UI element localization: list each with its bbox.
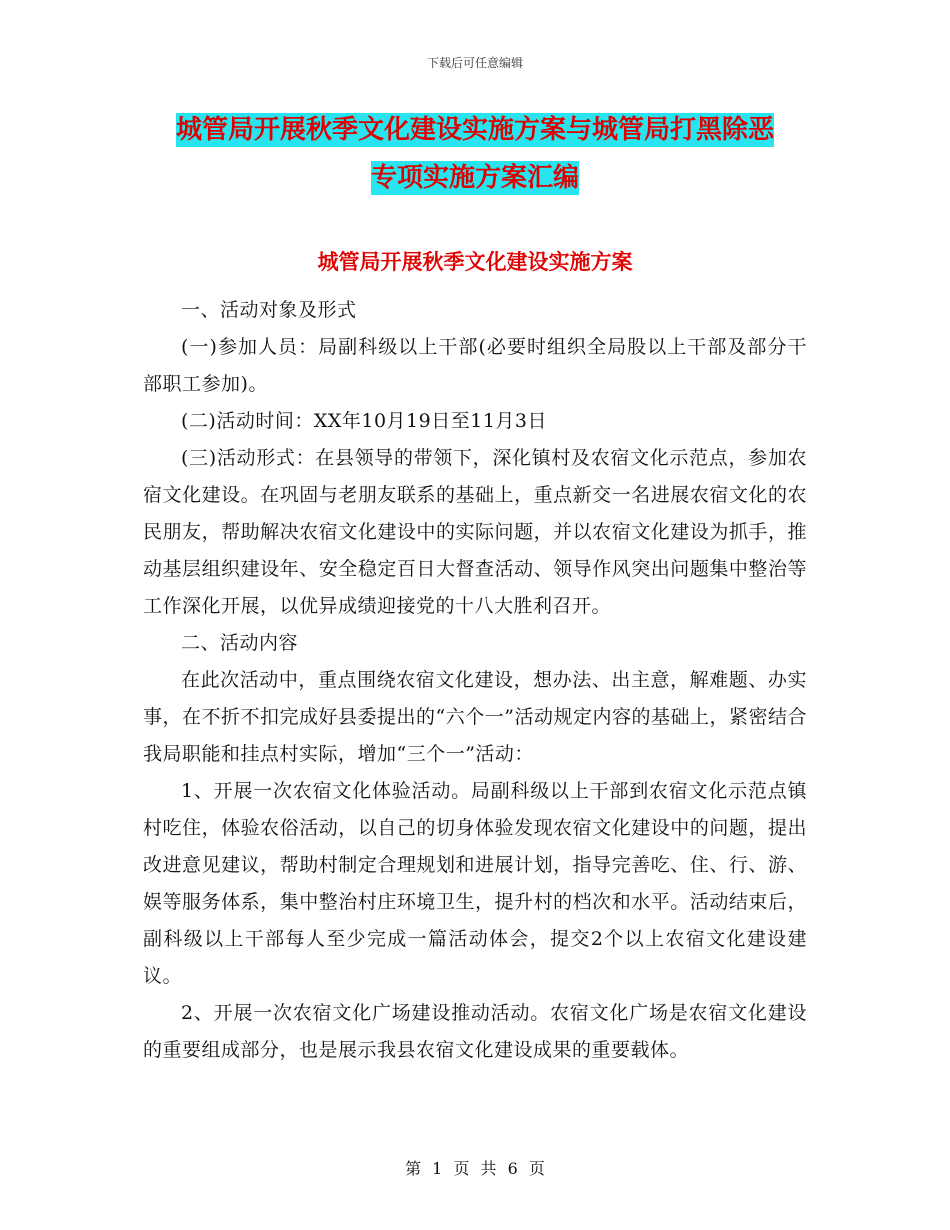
section-title: 城管局开展秋季文化建设实施方案 [317,249,633,274]
paragraph: 1、开展一次农宿文化体验活动。局副科级以上干部到农宿文化示范点镇村吃住，体验农俗活动，以自己的切身体验发现农宿文化建设中的问题，提出改进意见建议，帮助村制定合理规划和进展计划，指导完善吃、住、行、游、娱等服务体系，集中整治村庄环境卫生，提升村的档次和水平。活动结束后，副科级以上干部每人至少完成一篇活动体会，提交2个以上农宿文化建设建议。 [143,780,807,987]
main-title [0,106,950,202]
document-body [143,292,807,1069]
page-footer: 第 1 页 共 6 页 [405,1159,545,1178]
paragraph: 一、活动对象及形式 [181,299,357,321]
main-title-line2: 专项实施方案汇编 [370,163,579,193]
main-title-line1: 城管局开展秋季文化建设实施方案与城管局打黑除恶 [175,115,774,145]
header-note: 下载后可任意编辑 [426,56,523,70]
paragraph: 二、活动内容 [181,632,299,654]
paragraph: 2、开展一次农宿文化广场建设推动活动。农宿文化广场是农宿文化建设的重要组成部分，也是展示我县农宿文化建设成果的重要载体。 [143,1002,807,1061]
paragraph: 在此次活动中，重点围绕农宿文化建设，想办法、出主意，解难题、办实事，在不折不扣完成好县委提出的“六个一”活动规定内容的基础上，紧密结合我局职能和挂点村实际，增加“三个一”活动： [143,669,807,765]
paragraph: (二)活动时间：XX年10月19日至11月3日 [181,410,547,432]
paragraph: (一)参加人员：局副科级以上干部(必要时组织全局股以上干部及部分干部职工参加)。 [143,336,807,395]
paragraph: (三)活动形式：在县领导的带领下，深化镇村及农宿文化示范点，参加农宿文化建设。在巩固与老朋友联系的基础上，重点新交一名进展农宿文化的农民朋友，帮助解决农宿文化建设中的实际问题，并以农宿文化建设为抓手，推动基层组织建设年、安全稳定百日大督查活动、领导作风突出问题集中整治等工作深化开展，以优异成绩迎接党的十八大胜利召开。 [143,447,807,617]
